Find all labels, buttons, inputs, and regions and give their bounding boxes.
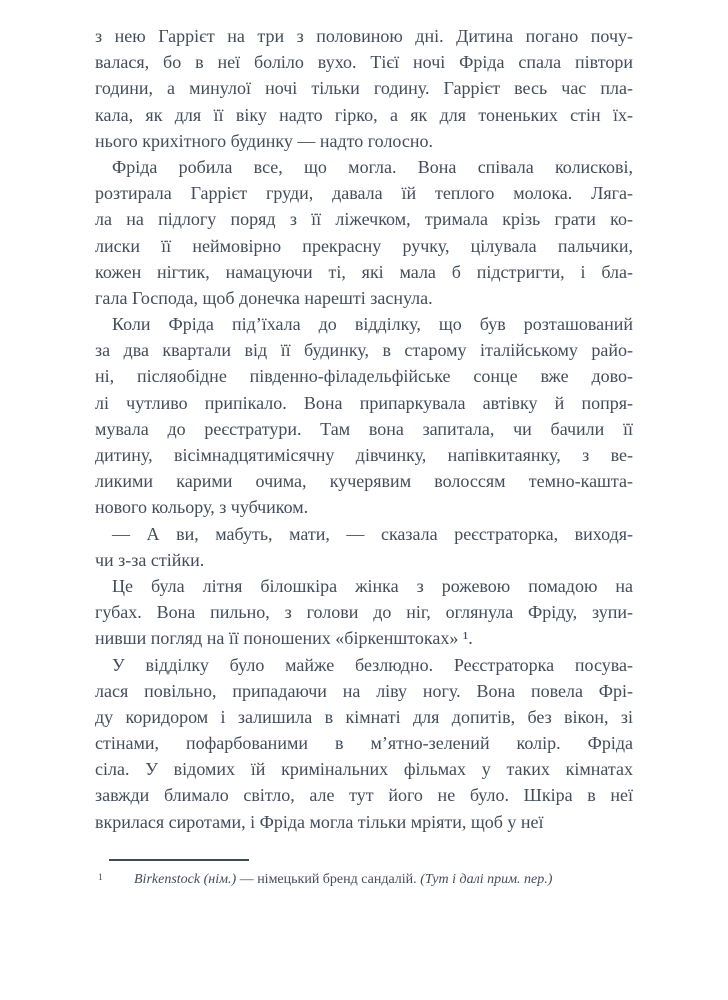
footnote xyxy=(95,871,633,889)
text-line: У відділку було майже безлюдно. Реєстраторка посува- xyxy=(112,654,633,675)
footnote-marker: 1 xyxy=(98,873,103,883)
text-line: за два квартали від її будинку, в старому італійському райо- xyxy=(95,340,633,361)
text-line: нового кольору, з чубчиком. xyxy=(95,497,309,518)
text-line: губах. Вона пильно, з голови до ніг, оглянула Фріду, зупи- xyxy=(95,602,633,623)
footnote-divider xyxy=(109,859,249,861)
text-line: дитину, вісімнадцятимісячну дівчинку, напівкитаянку, з ве- xyxy=(95,445,633,465)
text-line: ні, післяобідне південно-філадельфійське сонце вже дово- xyxy=(95,366,633,387)
footnote-definition: — німецький бренд сандалій. xyxy=(239,872,417,887)
text-line: — А ви, мабуть, мати, — сказала реєстраторка, виходя- xyxy=(112,523,633,544)
text-line: завжди блимало світло, але тут його не було. Шкіра в неї xyxy=(95,785,633,806)
text-line: лі чутливо припікало. Вона припаркувала автівку й попря- xyxy=(95,392,633,413)
text-line: мувала до реєстратури. Там вона запитала, чи бачили її xyxy=(95,418,633,439)
text-line: Коли Фріда під’їхала до відділку, що був розташований xyxy=(112,314,633,335)
paragraph xyxy=(95,154,633,311)
text-line: ду коридором і залишила в кімнаті для допитів, без вікон, зі xyxy=(95,706,633,727)
paragraph xyxy=(95,573,633,652)
text-line: нього крихітного будинку — надто голосно. xyxy=(95,130,434,151)
text-line: лася повільно, припадаючи на ліву ногу. Вона повела Фрі- xyxy=(95,680,633,701)
footnote-text xyxy=(134,872,552,887)
text-line: Це була літня білошкіра жінка з рожевою помадою на xyxy=(112,575,633,596)
text-line: лиски її неймовірно прекрасну ручку, цілувала пальчики, xyxy=(95,235,633,256)
text-line: кала, як для її віку надто гірко, а як для тоненьких стін їх- xyxy=(95,104,633,125)
text-line: Фріда робила все, що могла. Вона співала колискові, xyxy=(112,156,633,177)
footnote-area xyxy=(95,859,633,889)
text-line: стінами, пофарбованими в м’ятно-зелений колір. Фріда xyxy=(95,733,633,754)
paragraph xyxy=(95,521,633,573)
text-line: гала Господа, щоб донечка нарешті заснула. xyxy=(95,287,433,308)
paragraph xyxy=(95,23,633,154)
footnote-term: Birkenstock xyxy=(134,872,201,887)
text-line: сіла. У відомих їй кримінальних фільмах у таких кімнатах xyxy=(95,759,633,780)
footnote-language: (нім.) xyxy=(203,872,237,887)
body-text xyxy=(95,23,633,835)
text-line: ла на підлогу поряд з її ліжечком, тримала крізь грати ко- xyxy=(95,209,633,230)
paragraph xyxy=(95,311,633,521)
text-line: розтирала Гаррієт груди, давала їй теплого молока. Ляга- xyxy=(95,183,633,204)
text-line: валася, бо в неї боліло вухо. Тієї ночі Фріда спала півтори xyxy=(95,52,633,73)
text-line: кожен нігтик, намацуючи ті, які мала б підстригти, і бла- xyxy=(95,261,633,282)
text-line: з нею Гаррієт на три з половиною дні. Дитина погано почу- xyxy=(95,26,633,46)
text-line: нивши погляд на її поношених «біркенштоках» ¹. xyxy=(95,628,473,649)
text-line: чи з-за стійки. xyxy=(95,549,205,570)
text-line: години, а минулої ночі тільки годину. Гаррієт весь час пла- xyxy=(95,78,633,99)
footnote-translator-note: (Тут і далі прим. пер.) xyxy=(420,872,553,887)
text-line: ликими карими очима, кучерявим волоссям темно-кашта- xyxy=(95,471,633,492)
paragraph xyxy=(95,652,633,835)
text-line: вкрилася сиротами, і Фріда могла тільки мріяти, щоб у неї xyxy=(95,811,544,832)
